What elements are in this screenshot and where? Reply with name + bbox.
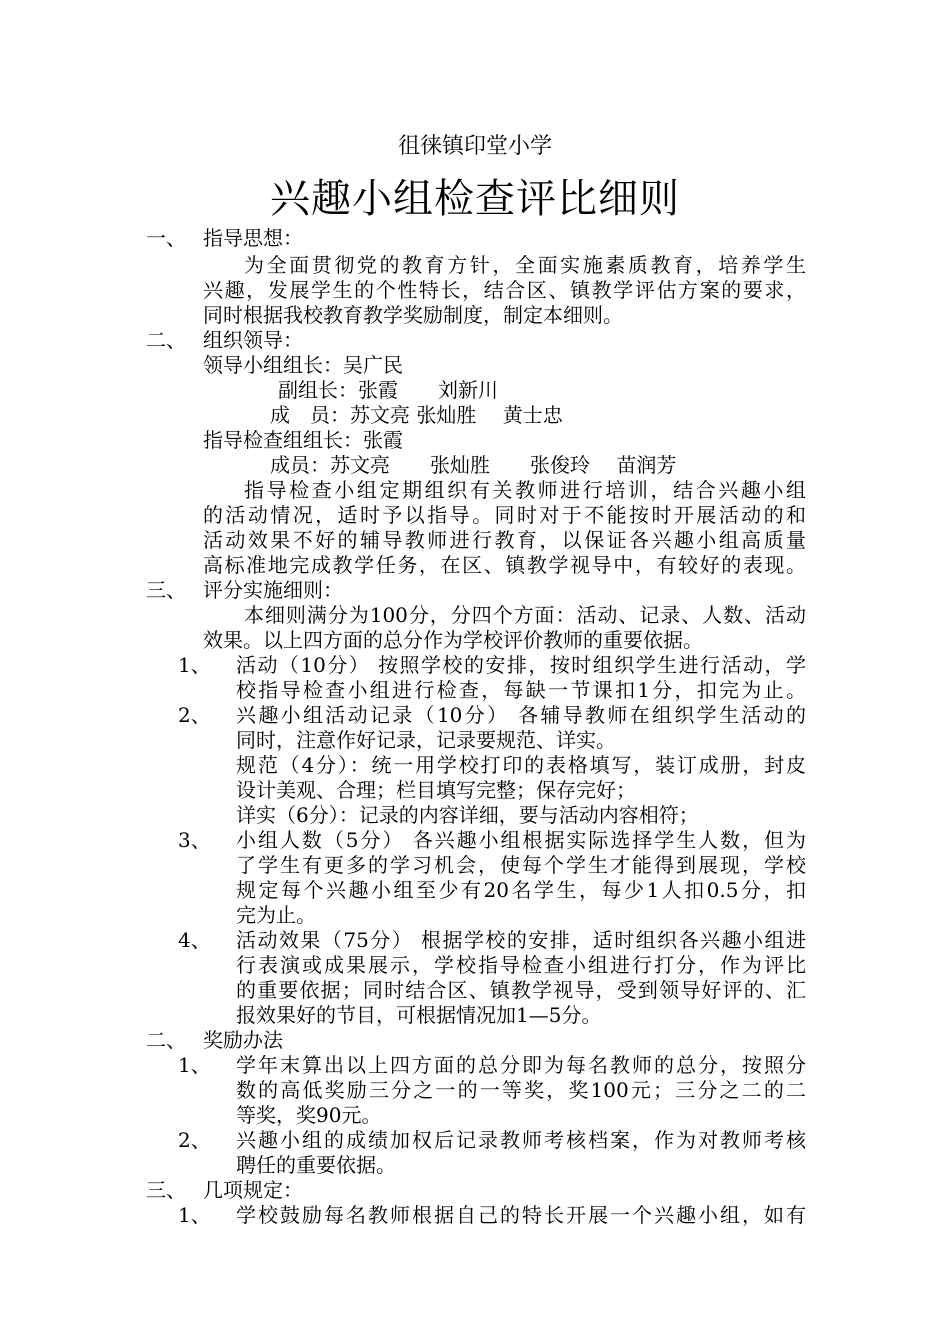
item-number: 1、 <box>178 1053 211 1077</box>
item-line: 等奖，奖90元。 <box>236 1103 382 1127</box>
section-heading: 评分实施细则： <box>203 578 343 602</box>
item-line: 行表演或成果展示，学校指导检查小组进行打分，作为评比 <box>236 953 806 977</box>
item-line: 活动（10分） 按照学校的安排，按时组织学生进行活动，学 <box>236 653 806 677</box>
paragraph-line: 高标准地完成教学任务，在区、镇教学视导中，有较好的表现。 <box>203 553 806 577</box>
item-line: 规定每个兴趣小组至少有20名学生，每少1人扣0.5分，扣 <box>236 878 806 902</box>
paragraph-line: 效果。以上四方面的总分作为学校评价教师的重要依据。 <box>203 628 703 652</box>
paragraph-line: 为全面贯彻党的教育方针，全面实施素质教育，培养学生 <box>244 253 806 277</box>
item-line: 兴趣小组活动记录（10分） 各辅导教师在组织学生活动的 <box>236 703 806 727</box>
section-number: 三、 <box>146 578 186 602</box>
deputy-leader-line: 副组长：张霞 刘新川 <box>278 378 498 402</box>
item-line: 设计美观、合理；栏目填写完整；保存完好； <box>236 778 636 802</box>
section-number: 二、 <box>146 328 186 352</box>
section-number: 一、 <box>146 226 186 250</box>
item-line: 规范（4分）：统一用学校打印的表格填写，装订成册，封皮 <box>236 753 806 777</box>
leader-line: 领导小组组长：吴广民 <box>203 353 403 377</box>
item-number: 1、 <box>178 1203 211 1227</box>
item-line: 完为止。 <box>236 903 316 927</box>
item-line: 聘任的重要依据。 <box>236 1153 396 1177</box>
item-line: 的重要依据；同时结合区、镇教学视导，受到领导好评的、汇 <box>236 978 806 1002</box>
item-line: 活动效果（75分） 根据学校的安排，适时组织各兴趣小组进 <box>236 928 806 952</box>
item-number: 2、 <box>178 703 211 727</box>
section-heading: 奖励办法 <box>203 1028 283 1052</box>
item-line: 小组人数（5分） 各兴趣小组根据实际选择学生人数，但为 <box>236 828 806 852</box>
paragraph-line: 活动效果不好的辅导教师进行教育，以保证各兴趣小组高质量 <box>203 528 806 552</box>
item-line: 兴趣小组的成绩加权后记录教师考核档案，作为对教师考核 <box>236 1128 806 1152</box>
section-number: 三、 <box>146 1178 186 1202</box>
item-line: 报效果好的节目，可根据情况加1—5分。 <box>236 1003 602 1027</box>
item-line: 校指导检查小组进行检查，每缺一节课扣1分，扣完为止。 <box>236 678 806 702</box>
section-heading: 几项规定： <box>203 1178 303 1202</box>
school-name: 徂徕镇印堂小学 <box>397 134 552 159</box>
members-line: 成 员：苏文亮 张灿胜 黄士忠 <box>270 403 563 427</box>
item-line: 数的高低奖励三分之一的一等奖，奖100元；三分之二的二 <box>236 1078 806 1102</box>
paragraph-line: 本细则满分为100分，分四个方面：活动、记录、人数、活动 <box>244 603 806 627</box>
inspection-members-line: 成员：苏文亮 张灿胜 张俊玲 苗润芳 <box>270 453 677 477</box>
paragraph-line: 的活动情况，适时予以指导。同时对于不能按时开展活动的和 <box>203 503 806 527</box>
paragraph-line: 指导检查小组定期组织有关教师进行培训，结合兴趣小组 <box>244 478 806 502</box>
paragraph-line: 兴趣，发展学生的个性特长，结合区、镇教学评估方案的要求， <box>203 278 806 302</box>
item-number: 2、 <box>178 1128 211 1152</box>
item-number: 3、 <box>178 828 211 852</box>
section-heading: 组织领导： <box>203 328 303 352</box>
section-heading: 指导思想： <box>203 226 303 250</box>
item-line: 详实（6分）：记录的内容详细，要与活动内容相符； <box>236 803 699 827</box>
item-line: 学校鼓励每名教师根据自己的特长开展一个兴趣小组，如有 <box>236 1203 806 1227</box>
item-line: 同时，注意作好记录，记录要规范、详实。 <box>236 728 616 752</box>
item-line: 了学生有更多的学习机会，使每个学生才能得到展现，学校 <box>236 853 806 877</box>
paragraph-line: 同时根据我校教育教学奖励制度，制定本细则。 <box>203 303 623 327</box>
item-line: 学年末算出以上四方面的总分即为每名教师的总分，按照分 <box>236 1053 806 1077</box>
inspection-leader-line: 指导检查组组长：张霞 <box>203 428 403 452</box>
document-title: 兴趣小组检查评比细则 <box>270 176 680 222</box>
item-number: 4、 <box>178 928 211 952</box>
item-number: 1、 <box>178 653 211 677</box>
section-number: 二、 <box>146 1028 186 1052</box>
